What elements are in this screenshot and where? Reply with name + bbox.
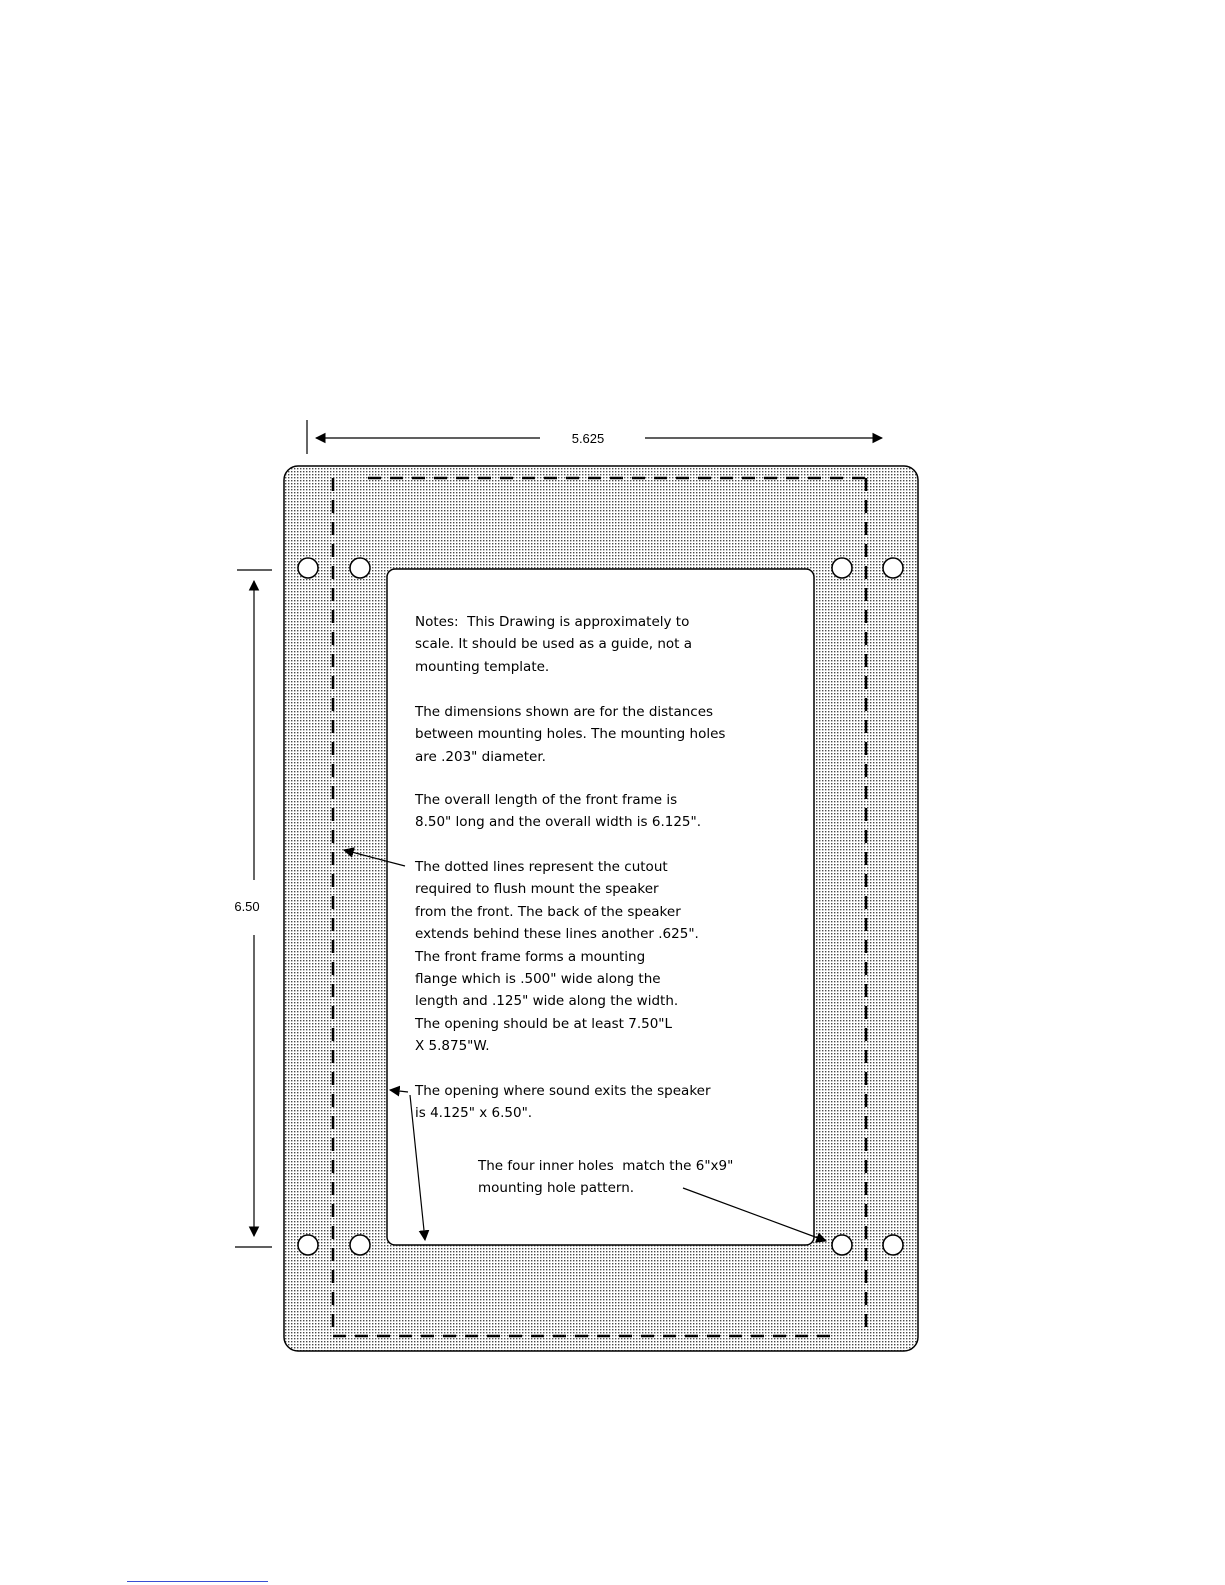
note-inner-holes: The four inner holes match the 6"x9" mounting hole pattern. [478,1158,734,1197]
inner-hole-bottom-left [350,1235,370,1255]
note-overall-size: The overall length of the front frame is 8.50" long and the overall width is 6.125". [415,792,702,831]
outer-hole-top-left [298,558,318,578]
width-dimension-label: 5.625 [571,431,605,446]
inner-hole-bottom-right [832,1235,852,1255]
outer-hole-bottom-left [298,1235,318,1255]
note-cutout: The dotted lines represent the cutout required to flush mount the speaker from the front. The back of the speaker extends behind these lines another .625". The front frame forms a mounting flange which is .500" wide along the length and .125" wide along the width. The opening should be at least 7.50"L X 5.875"W. [415,859,699,1055]
note-scale: Notes: This Drawing is approximately to scale. It should be used as a guide, not a mounting template. [415,614,693,675]
outer-hole-bottom-right [883,1235,903,1255]
inner-hole-top-right [832,558,852,578]
note-dimensions: The dimensions shown are for the distances between mounting holes. The mounting holes are .203" diameter. [415,704,726,765]
inner-hole-top-left [350,558,370,578]
outer-hole-top-right [883,558,903,578]
footer-rule [127,1581,268,1582]
note-opening: The opening where sound exits the speaker is 4.125" x 6.50". [415,1083,711,1122]
height-dimension-label: 6.50 [234,899,260,914]
